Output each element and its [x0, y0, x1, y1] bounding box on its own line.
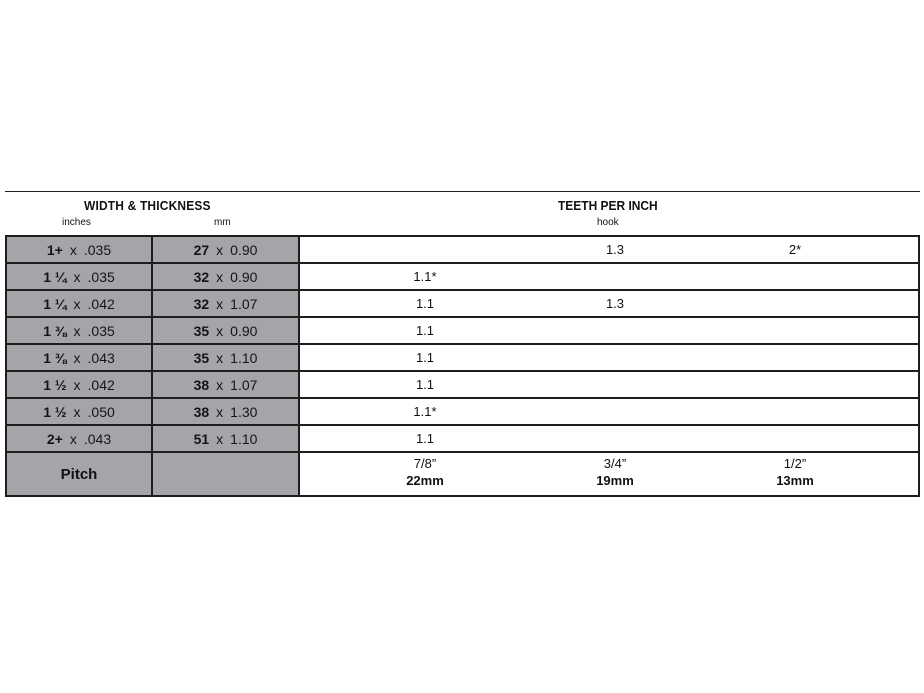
- pitch-mm: 22mm: [406, 473, 444, 488]
- inch-thickness: .035: [87, 268, 115, 285]
- tpi-19mm-cell: [585, 318, 645, 343]
- times-sign: x: [73, 268, 81, 285]
- times-sign: x: [73, 403, 81, 420]
- tpi-19mm-cell: 1.3: [605, 296, 625, 311]
- teeth-per-inch-heading: TEETH PER INCH: [558, 198, 658, 213]
- tpi-13mm-cell: [765, 345, 825, 370]
- inch-width: 2+: [46, 430, 63, 447]
- inch-thickness: .035: [87, 322, 115, 339]
- mm-thickness: 1.07: [230, 295, 258, 312]
- times-sign: x: [216, 349, 224, 366]
- width-inches-cell: [7, 426, 153, 451]
- tpi-22mm-cell: [395, 237, 455, 262]
- table-row: [7, 399, 918, 426]
- pitch-mm: 13mm: [776, 473, 814, 488]
- mm-width: 32: [193, 295, 210, 312]
- table-row: [7, 345, 918, 372]
- mm-thickness: 1.10: [230, 430, 258, 447]
- mm-thickness: 0.90: [230, 241, 258, 258]
- pitch-inches: 1/2”: [783, 456, 807, 471]
- tpi-22mm-cell: 1.1*: [413, 269, 437, 284]
- tpi-22mm-cell: 1.1*: [413, 404, 437, 419]
- times-sign: x: [73, 349, 81, 366]
- tpi-19mm-cell: [585, 426, 645, 451]
- tpi-13mm-cell: [765, 318, 825, 343]
- tpi-19mm-cell: [585, 264, 645, 289]
- width-inches-cell: [7, 291, 153, 316]
- width-mm-cell: [153, 345, 300, 370]
- pitch-col-22mm: [375, 455, 475, 489]
- mm-width: 38: [193, 403, 210, 420]
- width-mm-cell: [153, 399, 300, 424]
- top-rule: [5, 191, 920, 192]
- times-sign: x: [73, 295, 81, 312]
- width-inches-cell: [7, 237, 153, 262]
- times-sign: x: [69, 241, 77, 258]
- tpi-13mm-cell: [765, 291, 825, 316]
- inch-thickness: .042: [87, 376, 115, 393]
- table-row: [7, 264, 918, 291]
- tpi-13mm-cell: [765, 426, 825, 451]
- width-thickness-heading: WIDTH & THICKNESS: [84, 198, 211, 213]
- inch-width: 1 ½: [43, 403, 67, 420]
- mm-thickness: 0.90: [230, 322, 258, 339]
- pitch-inches: 3/4”: [603, 456, 627, 471]
- times-sign: x: [216, 403, 224, 420]
- width-mm-cell: [153, 264, 300, 289]
- mm-subheading: mm: [214, 217, 231, 228]
- tpi-13mm-cell: 2*: [788, 242, 802, 257]
- tpi-13mm-cell: [765, 264, 825, 289]
- mm-thickness: 1.07: [230, 376, 258, 393]
- tpi-13mm-cell: [765, 399, 825, 424]
- times-sign: x: [69, 430, 77, 447]
- inch-width: 1 ¼: [43, 268, 67, 285]
- width-mm-cell: [153, 291, 300, 316]
- mm-width: 35: [193, 349, 210, 366]
- times-sign: x: [216, 376, 224, 393]
- width-mm-cell: [153, 372, 300, 397]
- tpi-13mm-cell: [765, 372, 825, 397]
- pitch-mm: 19mm: [596, 473, 634, 488]
- inch-thickness: .042: [87, 295, 115, 312]
- times-sign: x: [216, 268, 224, 285]
- width-inches-cell: [7, 399, 153, 424]
- tpi-19mm-cell: 1.3: [605, 242, 625, 257]
- mm-thickness: 1.30: [230, 403, 258, 420]
- pitch-col-19mm: [565, 455, 665, 489]
- tpi-19mm-cell: [585, 345, 645, 370]
- pitch-inches: 7/8”: [413, 456, 437, 471]
- inch-width: 1+: [46, 241, 63, 258]
- times-sign: x: [216, 295, 224, 312]
- width-inches-cell: [7, 318, 153, 343]
- table-row: [7, 426, 918, 453]
- mm-width: 35: [193, 322, 210, 339]
- mm-width: 32: [193, 268, 210, 285]
- mm-width: 38: [193, 376, 210, 393]
- inch-width: 1 ⅜: [43, 322, 67, 339]
- pitch-row: [7, 453, 918, 495]
- inch-thickness: .043: [83, 430, 112, 447]
- tpi-22mm-cell: 1.1: [415, 377, 435, 392]
- width-mm-cell: [153, 426, 300, 451]
- pitch-empty-cell: [153, 453, 300, 495]
- tpi-22mm-cell: 1.1: [415, 350, 435, 365]
- inch-width: 1 ½: [43, 376, 67, 393]
- mm-width: 27: [193, 241, 210, 258]
- tpi-22mm-cell: 1.1: [415, 323, 435, 338]
- times-sign: x: [73, 376, 81, 393]
- mm-thickness: 0.90: [230, 268, 258, 285]
- width-inches-cell: [7, 345, 153, 370]
- pitch-label: Pitch: [7, 453, 153, 495]
- times-sign: x: [216, 322, 224, 339]
- mm-thickness: 1.10: [230, 349, 258, 366]
- times-sign: x: [216, 430, 224, 447]
- tpi-19mm-cell: [585, 399, 645, 424]
- tpi-22mm-cell: 1.1: [415, 431, 435, 446]
- blade-spec-table: [5, 235, 920, 497]
- inch-width: 1 ¼: [43, 295, 67, 312]
- times-sign: x: [73, 322, 81, 339]
- inches-subheading: inches: [62, 217, 91, 228]
- mm-width: 51: [193, 430, 210, 447]
- width-inches-cell: [7, 264, 153, 289]
- inch-thickness: .043: [87, 349, 115, 366]
- width-inches-cell: [7, 372, 153, 397]
- inch-width: 1 ⅜: [43, 349, 67, 366]
- times-sign: x: [216, 241, 224, 258]
- width-mm-cell: [153, 237, 300, 262]
- inch-thickness: .035: [83, 241, 112, 258]
- table-row: [7, 291, 918, 318]
- table-row: [7, 237, 918, 264]
- tpi-22mm-cell: 1.1: [415, 296, 435, 311]
- width-mm-cell: [153, 318, 300, 343]
- table-row: [7, 372, 918, 399]
- hook-subheading: hook: [597, 217, 619, 228]
- tpi-19mm-cell: [585, 372, 645, 397]
- pitch-col-13mm: [745, 455, 845, 489]
- table-row: [7, 318, 918, 345]
- inch-thickness: .050: [87, 403, 115, 420]
